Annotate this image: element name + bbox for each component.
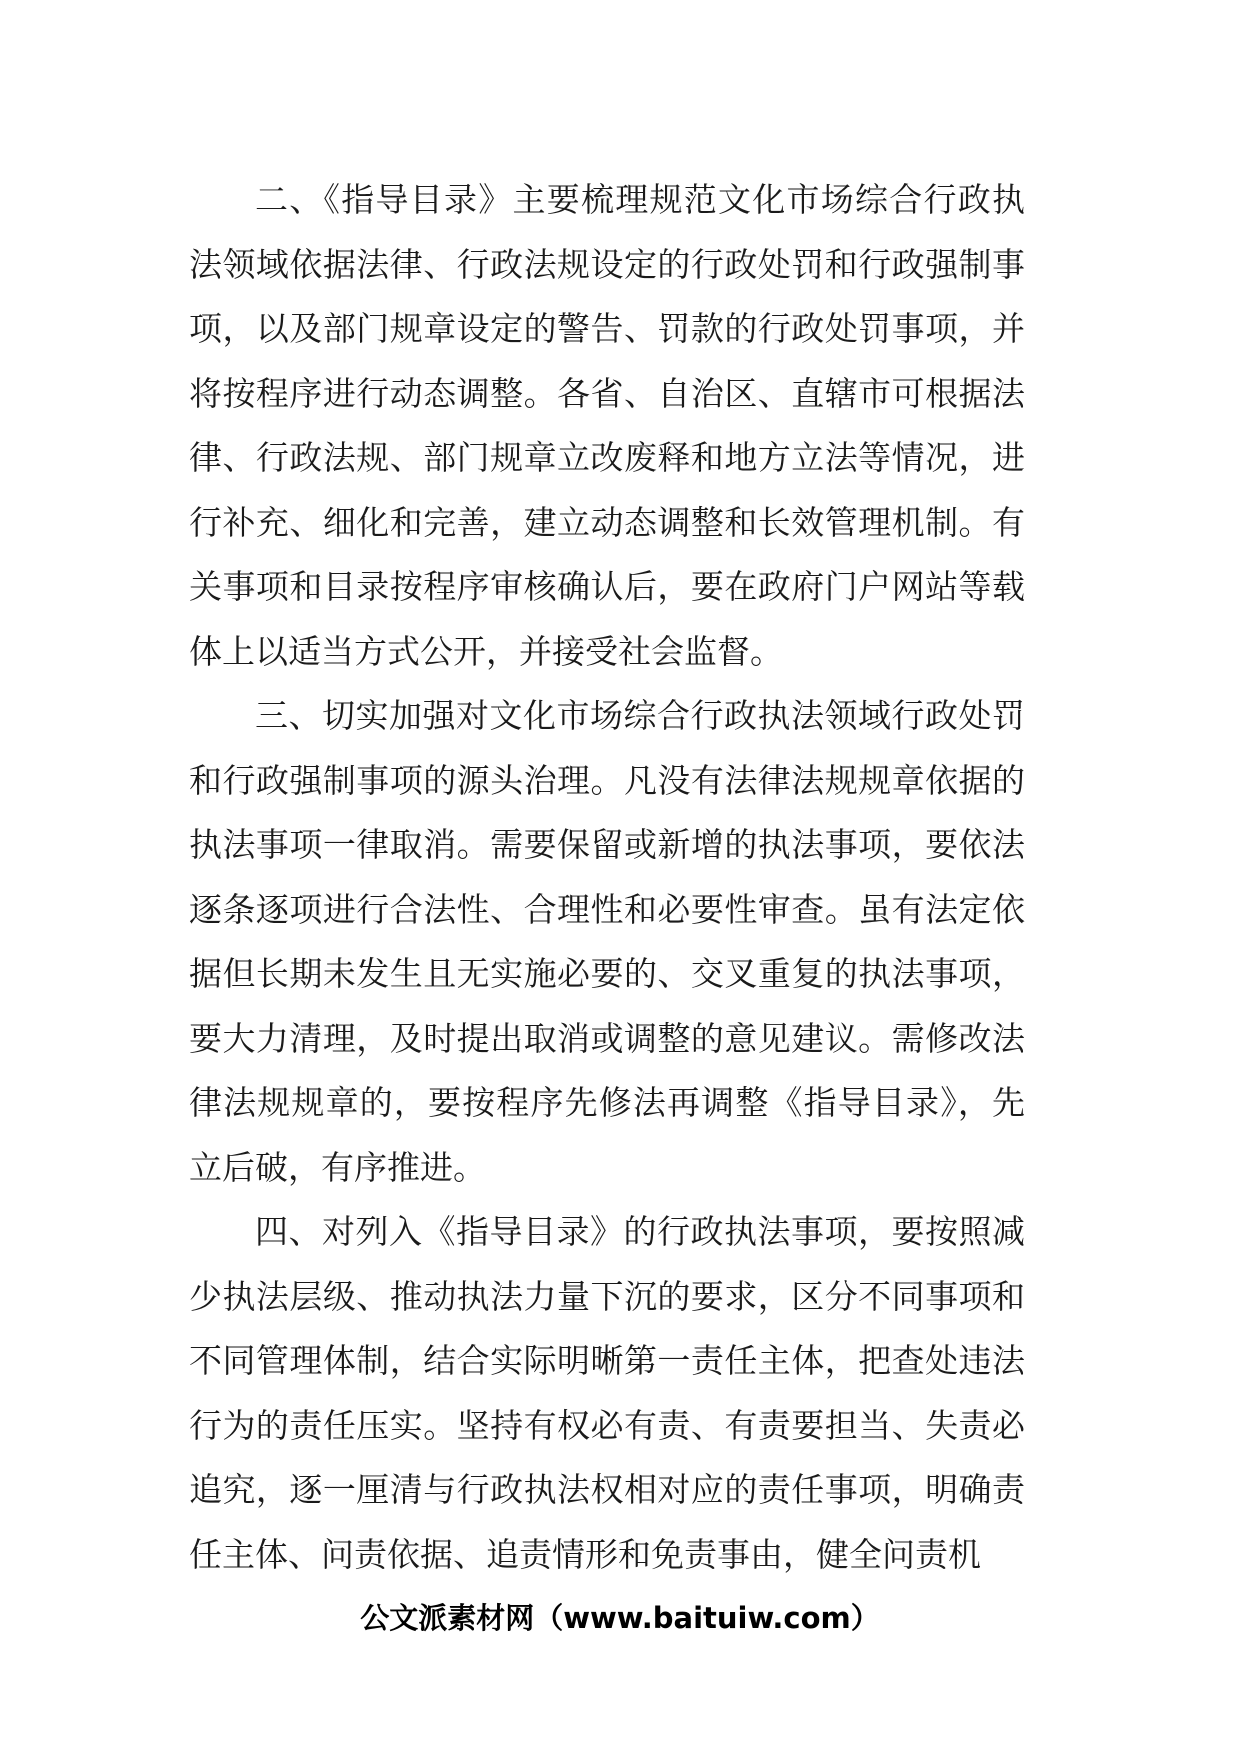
paragraph-4: 四、对列入《指导目录》的行政执法事项，要按照减少执法层级、推动执法力量下沉的要求，区分不同事项和不同管理体制，结合实际明晰第一责任主体，把查处违法行为的责任压实。坚持有权必有责、有责要担当、失责必追究，逐一厘清与行政执法权相对应的责任事项，明确责任主体、问责依据、追责情形和免责事由，健全问责机	[189, 1212, 1025, 1574]
document-body	[189, 168, 1025, 1587]
paragraph-2: 二、《指导目录》主要梳理规范文化市场综合行政执法领域依据法律、行政法规设定的行政处罚和行政强制事项，以及部门规章设定的警告、罚款的行政处罚事项，并将按程序进行动态调整。各省、自治区、直辖市可根据法律、行政法规、部门规章立改废释和地方立法等情况，进行补充、细化和完善，建立动态调整和长效管理机制。有关事项和目录按程序审核确认后，要在政府门户网站等载体上以适当方式公开，并接受社会监督。	[189, 180, 1025, 671]
paragraph-3: 三、切实加强对文化市场综合行政执法领域行政处罚和行政强制事项的源头治理。凡没有法律法规规章依据的执法事项一律取消。需要保留或新增的执法事项，要依法逐条逐项进行合法性、合理性和必要性审查。虽有法定依据但长期未发生且无实施必要的、交叉重复的执法事项，要大力清理，及时提出取消或调整的意见建议。需修改法律法规规章的，要按程序先修法再调整《指导目录》，先立后破，有序推进。	[189, 696, 1025, 1187]
footer-watermark-text: 公文派素材网（www.baituiw.com）	[360, 1601, 880, 1635]
